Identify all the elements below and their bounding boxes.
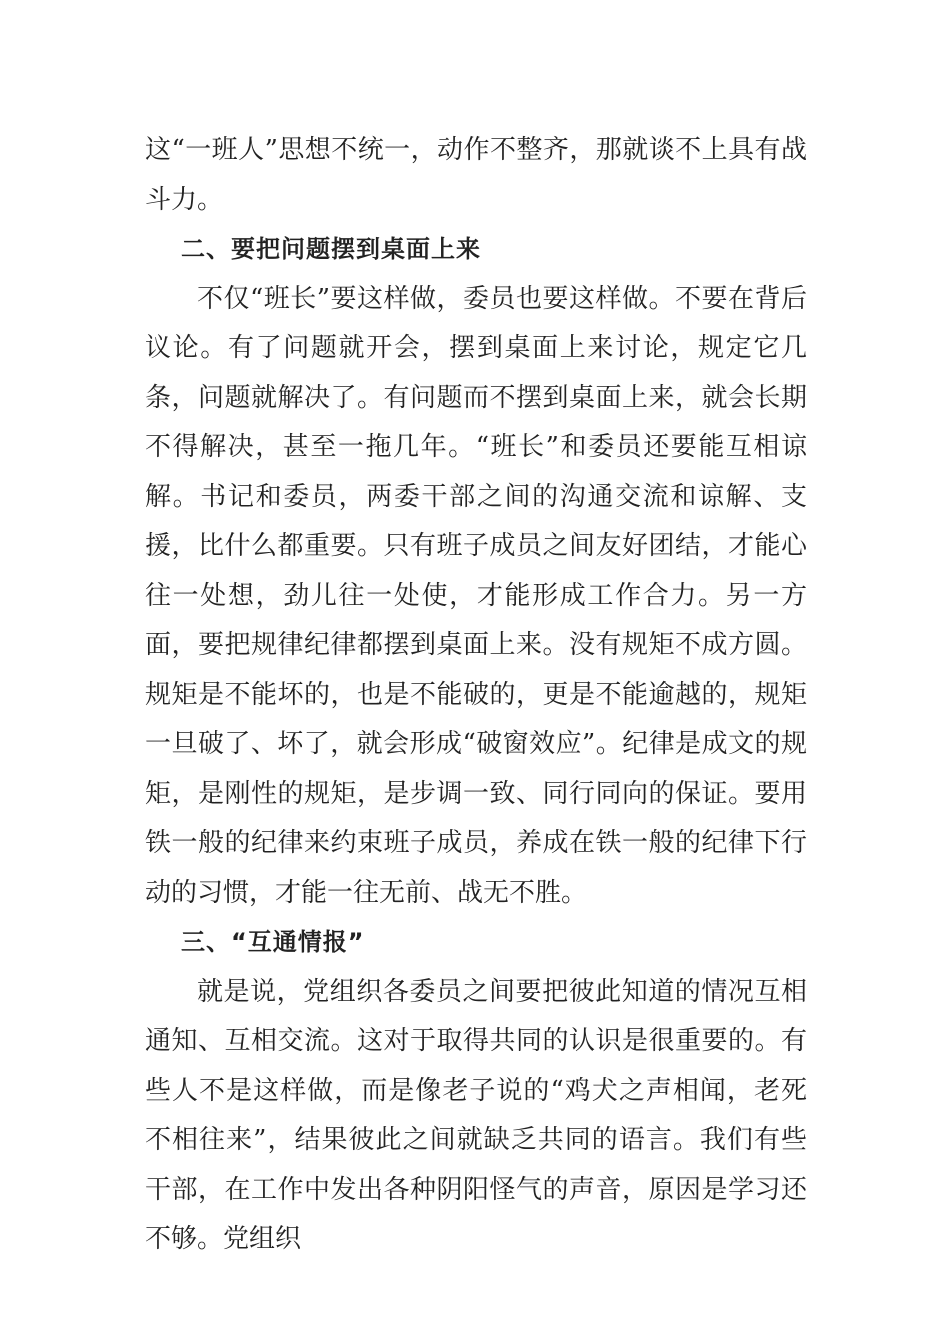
paragraph-continuation: 这“一班人”思想不统一，动作不整齐，那就谈不上具有战斗力。 xyxy=(145,135,807,215)
document-body xyxy=(145,126,807,1265)
section-heading-2: 二、要把问题摆到桌面上来 xyxy=(181,235,481,263)
paragraph-section-3: 就是说，党组织各委员之间要把彼此知道的情况互相通知、互相交流。这对于取得共同的认识是很重要的。有些人不是这样做，而是像老子说的“鸡犬之声相闻，老死不相往来”，结果彼此之间就缺乏共同的语言。我们有些干部，在工作中发出各种阴阳怪气的声音，原因是学习还不够。党组织 xyxy=(145,976,807,1254)
paragraph-section-2: 不仅“班长”要这样做，委员也要这样做。不要在背后议论。有了问题就开会，摆到桌面上来讨论，规定它几条，问题就解决了。有问题而不摆到桌面上来，就会长期不得解决，甚至一拖几年。“班长”和委员还要能互相谅解。书记和委员，两委干部之间的沟通交流和谅解、支援，比什么都重要。只有班子成员之间友好团结，才能心往一处想，劲儿往一处使，才能形成工作合力。另一方面，要把规律纪律都摆到桌面上来。没有规矩不成方圆。规矩是不能坏的，也是不能破的，更是不能逾越的，规矩一旦破了、坏了，就会形成“破窗效应”。纪律是成文的规矩，是刚性的规矩，是步调一致、同行同向的保证。要用铁一般的纪律来约束班子成员，养成在铁一般的纪律下行动的习惯，才能一往无前、战无不胜。 xyxy=(145,283,807,908)
section-heading-3: 三、“互通情报” xyxy=(181,928,365,956)
